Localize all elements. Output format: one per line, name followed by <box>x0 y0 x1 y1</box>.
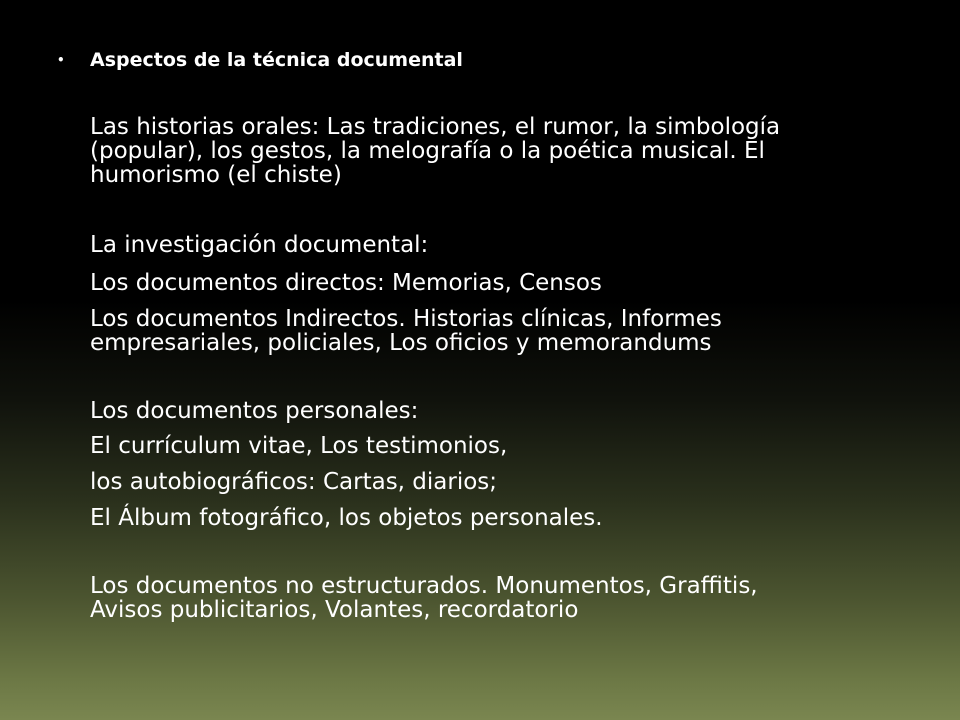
paragraph-documentos-indirectos <box>90 307 950 355</box>
paragraph-investigacion-documental <box>90 233 950 257</box>
paragraph-line: (popular), los gestos, la melografía o la poética musical. El <box>90 138 765 164</box>
paragraph-line: Las historias orales: Las tradiciones, el rumor, la simbología <box>90 114 781 140</box>
paragraph-autobiograficos <box>90 470 950 494</box>
paragraph-curriculum <box>90 434 950 458</box>
paragraph-line: El currículum vitae, Los testimonios, <box>90 433 508 459</box>
bullet-icon: • <box>57 53 65 67</box>
paragraph-line: los autobiográficos: Cartas, diarios; <box>90 469 498 495</box>
paragraph-no-estructurados <box>90 574 950 622</box>
paragraph-line: Los documentos no estructurados. Monumentos, Graffitis, <box>90 573 758 599</box>
paragraph-documentos-personales <box>90 399 950 423</box>
paragraph-line: El Álbum fotográfico, los objetos personales. <box>90 505 603 531</box>
paragraph-line: empresariales, policiales, Los oficios y memorandums <box>90 330 712 356</box>
paragraph-line: Avisos publicitarios, Volantes, recordatorio <box>90 597 579 623</box>
paragraph-line: La investigación documental: <box>90 232 429 258</box>
paragraph-line: humorismo (el chiste) <box>90 162 342 188</box>
paragraph-line: Los documentos personales: <box>90 398 419 424</box>
heading-text: Aspectos de la técnica documental <box>90 49 463 71</box>
paragraph-historias-orales <box>90 115 950 187</box>
paragraph-line: Los documentos Indirectos. Historias clínicas, Informes <box>90 306 722 332</box>
paragraph-documentos-directos <box>90 271 950 295</box>
paragraph-album <box>90 506 950 530</box>
paragraph-line: Los documentos directos: Memorias, Censos <box>90 270 602 296</box>
